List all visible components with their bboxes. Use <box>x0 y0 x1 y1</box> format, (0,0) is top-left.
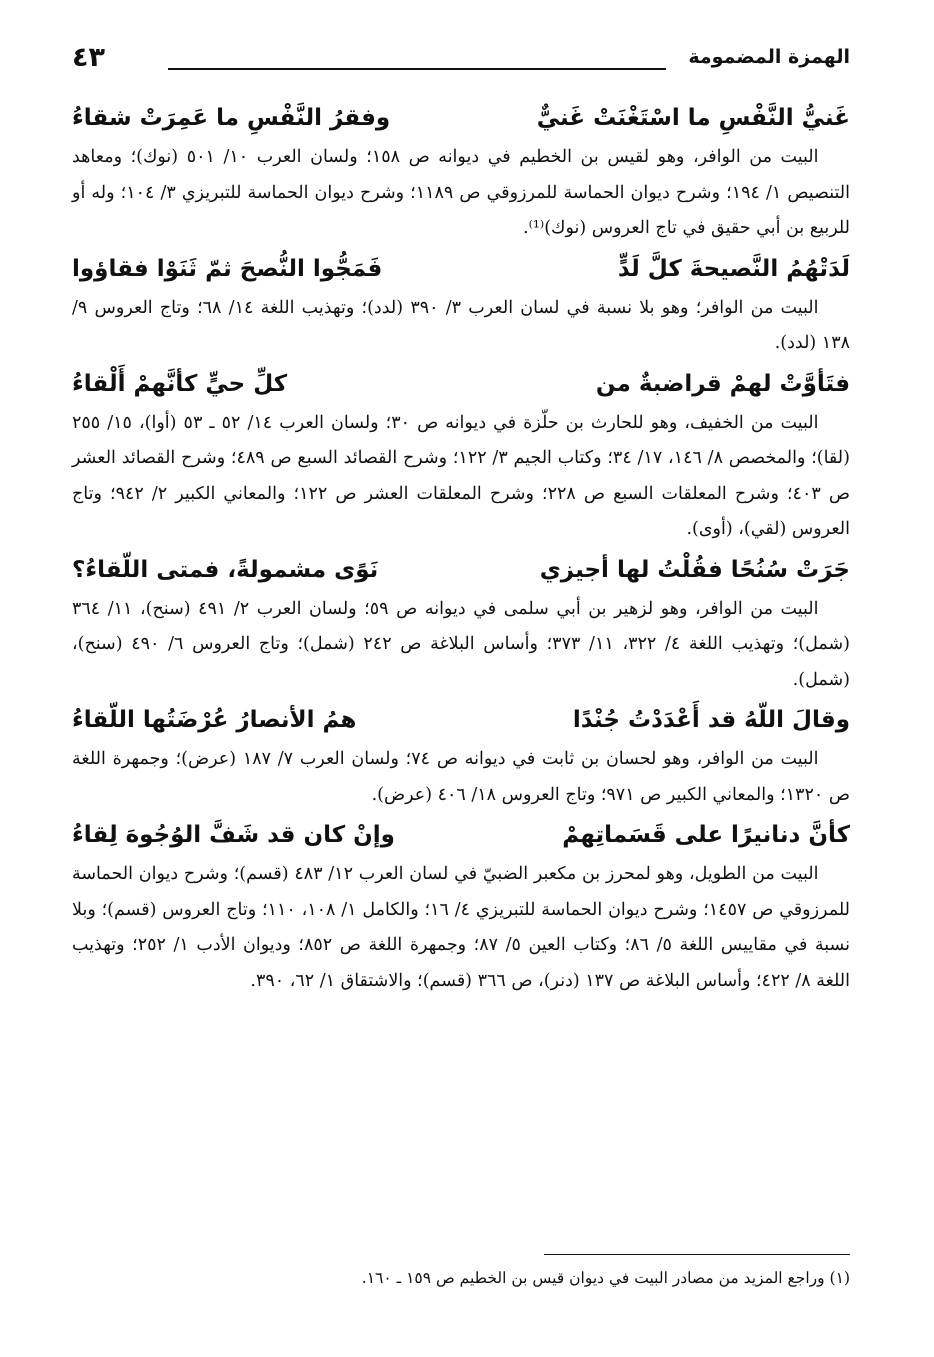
verse-line <box>72 247 850 291</box>
verse-first-hemistich: وقالَ اللّهُ قد أَعْدَدْتُ جُنْدًا <box>572 707 850 733</box>
verse-first-hemistich: غَنيُّ النَّفْسِ ما اسْتَغْنَتْ غَنيٌّ <box>536 105 850 131</box>
verse-line <box>72 96 850 140</box>
verse-commentary: البيت من الخفيف، وهو للحارث بن حلّزة في ديوانه ص ٣٠؛ ولسان العرب ١٤/ ٥٢ ـ ٥٣ (أوا)، ١٥/ ٢٥٥ (لقا)؛ والمخصص ٨/ ١٤٦، ١٧/ ٣٤؛ وكتاب الجيم ٣/ ١٢٢؛ وشرح القصائد السبع ص ٤٨٩؛ وشرح القصائد العشر ص ٤٠٣؛ وشرح المعلقات السبع ص ٢٢٨؛ وشرح المعلقات العشر ص ١٢٢؛ والمعاني الكبير ٢/ ٩٤٢؛ وتاج العروس (لقي)، (أوى). <box>72 412 850 539</box>
verse-entry <box>72 548 850 699</box>
verse-second-hemistich: همُ الأنصارُ عُرْضَتُها اللّقاءُ <box>72 707 357 733</box>
verse-commentary: البيت من الوافر، وهو لحسان بن ثابت في ديوانه ص ٧٤؛ ولسان العرب ٧/ ١٨٧ (عرض)؛ وجمهرة اللغة ص ١٣٢٠؛ والمعاني الكبير ص ٩٧١؛ وتاج العروس ١٨/ ٤٠٦ (عرض). <box>72 749 850 805</box>
footnote-rule <box>544 1254 850 1255</box>
verse-first-hemistich: لَدَتْهُمُ النَّصيحةَ كلَّ لَدٍّ <box>617 255 850 282</box>
running-title: الهمزة المضمومة <box>688 46 850 68</box>
verse-entry <box>72 813 850 999</box>
verse-second-hemistich: فَمَجُّوا النُّصحَ ثمّ ثَنَوْا فقاؤوا <box>72 255 383 282</box>
verse-entry <box>72 362 850 548</box>
verse-line <box>72 548 850 592</box>
verse-commentary: البيت من الطويل، وهو لمحرز بن مكعبر الضبيّ في لسان العرب ١٢/ ٤٨٣ (قسم)؛ وشرح ديوان الحماسة للمرزوقي ص ١٤٥٧؛ وشرح ديوان الحماسة للتبريزي ٤/ ١٦؛ والكامل ١/ ١٠٨، ١١٠؛ وتاج العروس (قسم)؛ وبلا نسبة في مقاييس اللغة ٥/ ٨٦؛ وكتاب العين ٥/ ٨٧؛ وجمهرة اللغة ص ٨٥٢؛ وديوان الأدب ١/ ٢٥٢؛ وتهذيب اللغة ٨/ ٤٢٢؛ وأساس البلاغة ص ١٣٧ (دنر)، ص ٣٦٦ (قسم)؛ والاشتقاق ١/ ٦٢، ٣٩٠. <box>72 864 851 991</box>
verse-entry <box>72 96 850 247</box>
footnote: (١) وراجع المزيد من مصادر البيت في ديوان قيس بن الخطيم ص ١٥٩ ـ ١٦٠. <box>361 1269 850 1287</box>
verse-line <box>72 813 850 857</box>
verse-second-hemistich: نَوًى مشمولةً، فمتى اللّقاءُ؟ <box>72 556 379 583</box>
verse-entry <box>72 698 850 813</box>
verse-commentary: البيت من الوافر؛ وهو بلا نسبة في لسان العرب ٣/ ٣٩٠ (لدد)؛ وتهذيب اللغة ١٤/ ٦٨؛ وتاج العروس ٩/ ١٣٨ (لدد). <box>72 297 850 353</box>
verse-commentary: البيت من الوافر، وهو لقيس بن الخطيم في ديوانه ص ١٥٨؛ ولسان العرب ١٠/ ٥٠١ (نوك)؛ ومعاهد التنصيص ١/ ١٩٤؛ وشرح ديوان الحماسة للمرزوقي ص ١١٨٩؛ وشرح ديوان الحماسة للتبريزي ٣/ ١٠٤؛ وله أو للربيع بن أبي حقيق في تاج العروس (نوك)⁽¹⁾. <box>72 147 850 238</box>
verse-first-hemistich: جَرَتْ سُنُحًا فقُلْتُ لها أجيزي <box>539 556 850 583</box>
page-header <box>72 42 850 82</box>
verse-first-hemistich: فتَأوَّتْ لهمْ قراضبةٌ من <box>595 370 850 397</box>
verse-second-hemistich: وفقرُ النَّفْسِ ما عَمِرَتْ شقاءُ <box>72 105 391 131</box>
page-body <box>72 96 850 999</box>
verse-commentary: البيت من الوافر، وهو لزهير بن أبي سلمى في ديوانه ص ٥٩؛ ولسان العرب ٢/ ٤٩١ (سنح)، ١١/ ٣٦٤ (شمل)؛ وتهذيب اللغة ٤/ ٣٢٢، ١١/ ٣٧٣؛ وأساس البلاغة ص ٢٤٢ (شمل)؛ وتاج العروس ٦/ ٤٩٠ (سنح)، (شمل). <box>72 598 850 690</box>
verse-entry <box>72 247 850 362</box>
page-number: ٤٣ <box>72 42 105 73</box>
header-rule <box>168 68 666 70</box>
verse-line <box>72 698 850 742</box>
verse-first-hemistich: كأنَّ دنانيرًا على قَسَماتِهمْ <box>562 822 850 848</box>
verse-second-hemistich: كلِّ حيٍّ كأنَّهمْ أَلْقاءُ <box>72 370 288 397</box>
verse-line <box>72 362 850 406</box>
verse-second-hemistich: وإنْ كان قد شَفَّ الوُجُوهَ لِقاءُ <box>72 822 395 848</box>
